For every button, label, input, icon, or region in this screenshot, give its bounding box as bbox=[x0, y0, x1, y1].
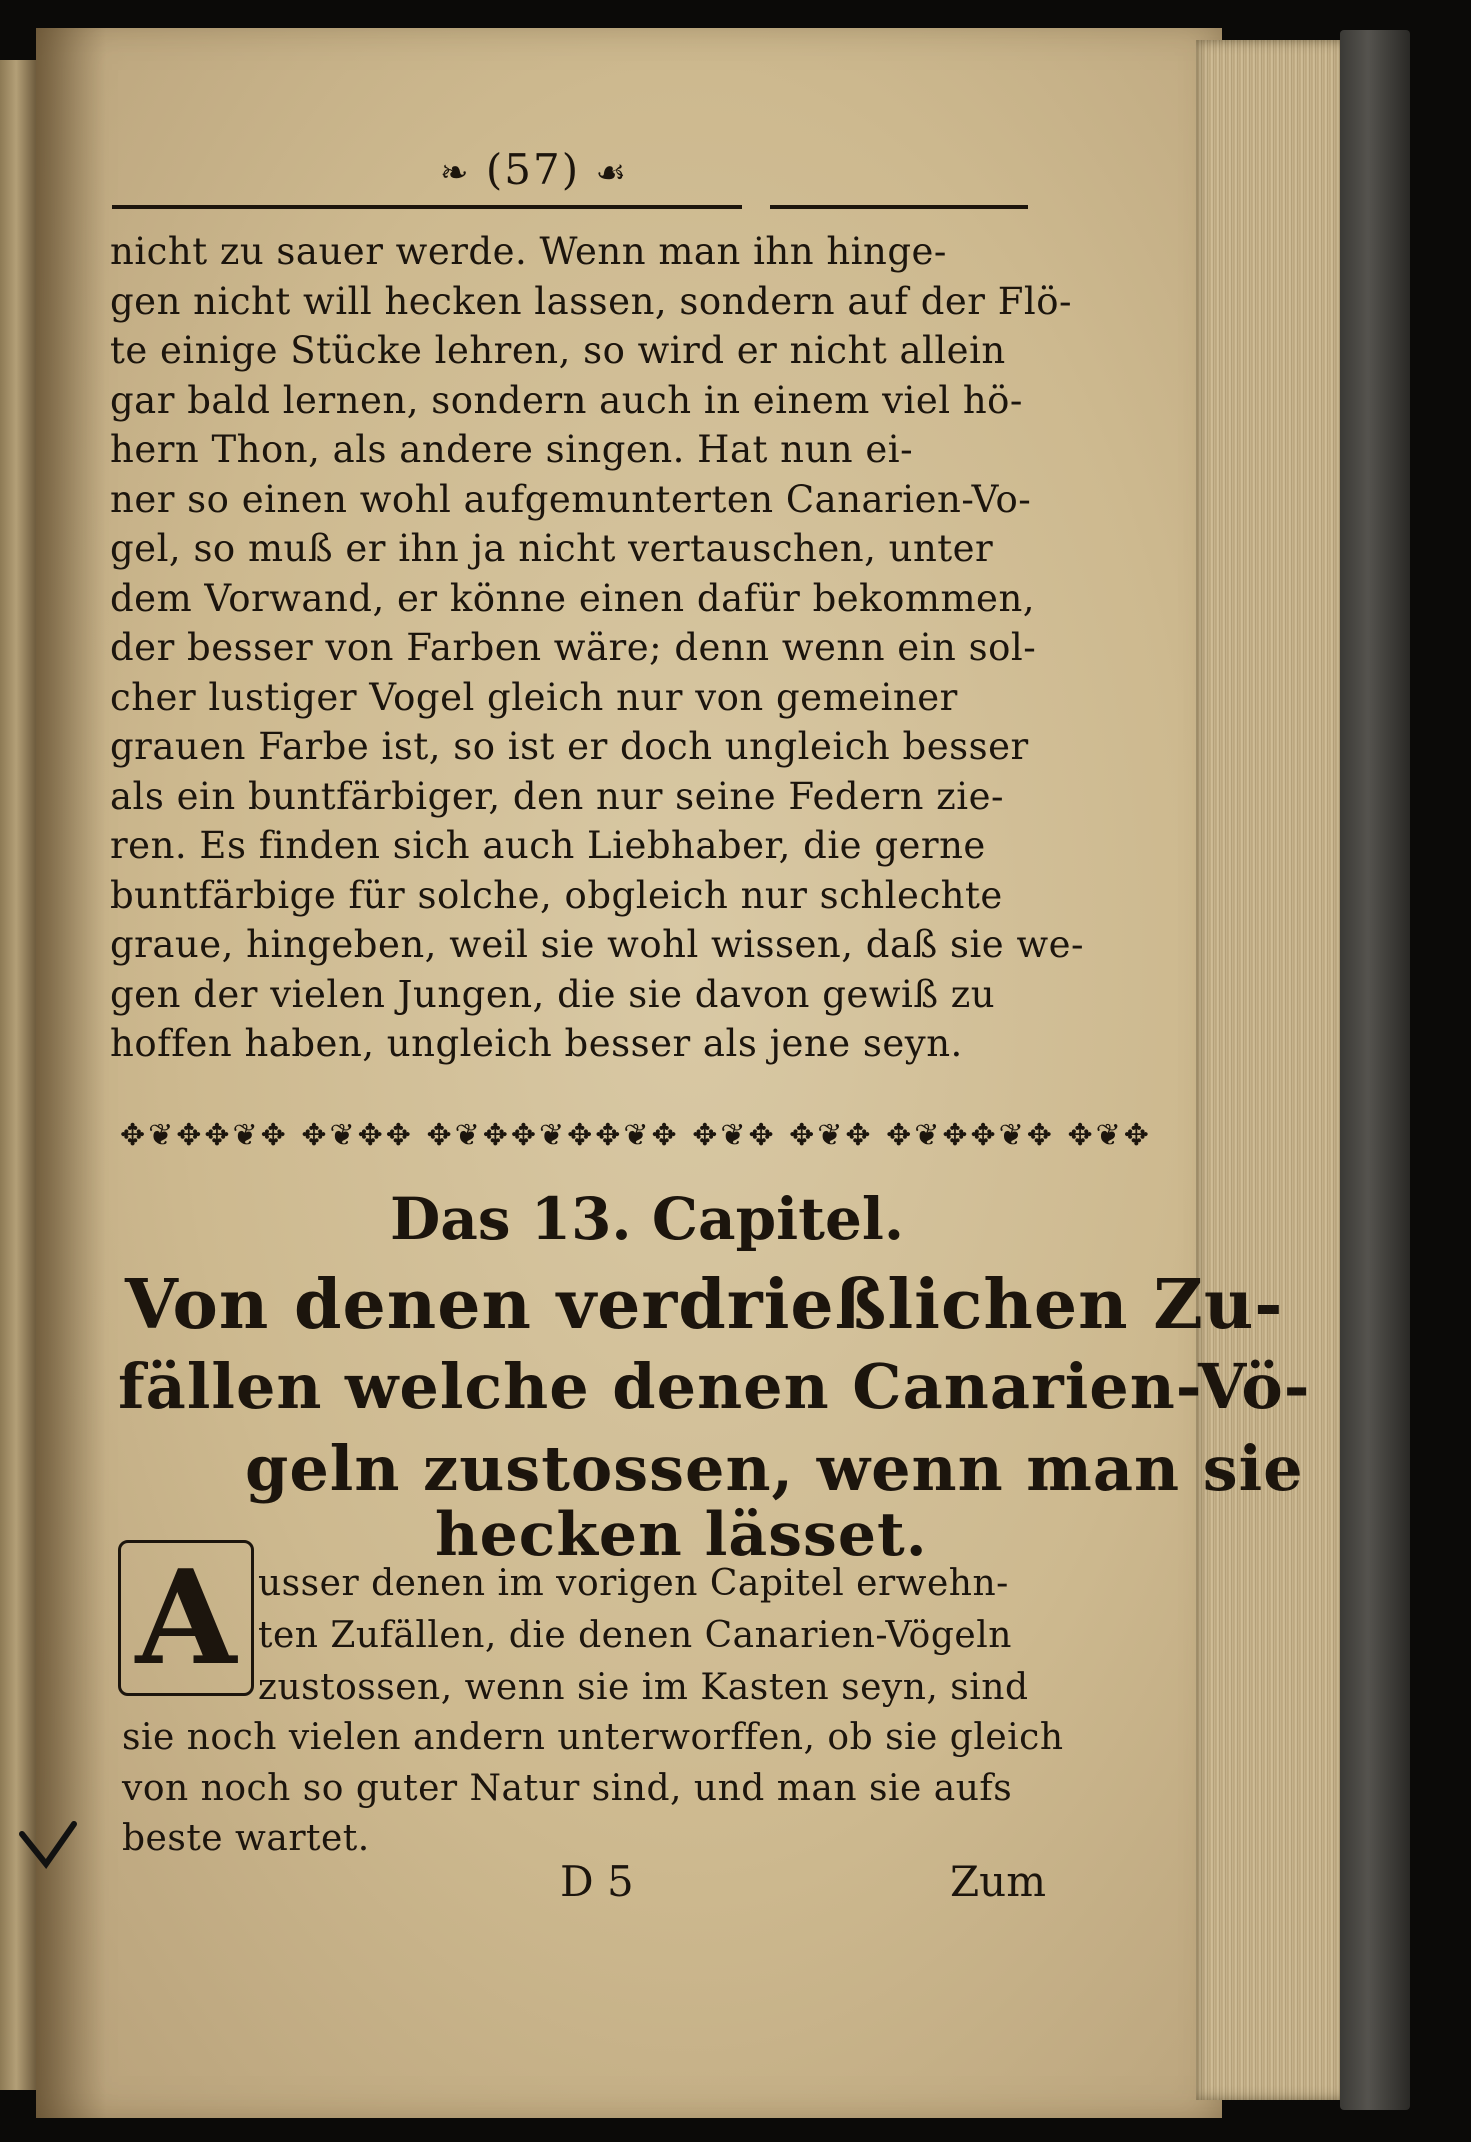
body-line: usser denen im vorigen Capitel erwehn- bbox=[258, 1563, 1009, 1604]
heading-line: Von denen verdrießlichen Zu- bbox=[125, 1265, 1284, 1345]
body-line: gen der vielen Jungen, die sie davon gewiß zu bbox=[110, 972, 996, 1016]
body-line: ten Zufällen, die denen Canarien-Vögeln bbox=[258, 1615, 1012, 1656]
drop-cap: A bbox=[118, 1540, 254, 1696]
body-line: grauen Farbe ist, so ist er doch ungleich besser bbox=[110, 725, 1029, 768]
body-line: hern Thon, als andere singen. Hat nun ei- bbox=[110, 428, 914, 471]
body-line: von noch so guter Natur sind, und man sie aufs bbox=[122, 1768, 1013, 1809]
heading-line: hecken lässet. bbox=[435, 1500, 928, 1570]
catchword: Zum bbox=[950, 1857, 1047, 1906]
body-line: sie noch vielen andern unterworffen, ob sie gleich bbox=[122, 1717, 1064, 1758]
body-line: nicht zu sauer werde. Wenn man ihn hinge- bbox=[110, 230, 947, 273]
body-line: te einige Stücke lehren, so wird er nicht allein bbox=[110, 329, 1006, 372]
heading-line: geln zustossen, wenn man sie bbox=[245, 1432, 1304, 1505]
book-cover-edge bbox=[1340, 30, 1410, 2110]
body-line: gar bald lernen, sondern auch in einem viel hö- bbox=[110, 378, 1023, 422]
body-line: graue, hingeben, weil sie wohl wissen, daß sie we- bbox=[110, 923, 1085, 966]
ornament-divider: ✥❦✥✥❦✥ ✥❦✥✥ ✥❦✥✥❦✥✥❦✥ ✥❦✥ ✥❦✥ ✥❦✥✥❦✥ ✥❦✥ bbox=[120, 1118, 1152, 1153]
body-line: gen nicht will hecken lassen, sondern auf der Flö- bbox=[110, 279, 1073, 323]
left-page-edge bbox=[0, 60, 36, 2090]
page-block-edges bbox=[1196, 40, 1346, 2100]
body-line: buntfärbige für solche, obgleich nur schlechte bbox=[110, 873, 1003, 917]
heading-line: fällen welche denen Canarien-Vö- bbox=[118, 1350, 1311, 1423]
body-line: dem Vorwand, er könne einen dafür bekommen, bbox=[110, 576, 1036, 620]
pen-mark bbox=[18, 1820, 78, 1880]
header-left-ornament: ❧ bbox=[440, 153, 471, 193]
body-line: der besser von Farben wäre; denn wenn ein sol- bbox=[110, 626, 1037, 669]
chapter-title: Das 13. Capitel. bbox=[390, 1185, 905, 1253]
body-line: als ein buntfärbiger, den nur seine Federn zie- bbox=[110, 774, 1004, 818]
header-right-ornament: ☙ bbox=[595, 153, 628, 193]
body-line: cher lustiger Vogel gleich nur von gemeiner bbox=[110, 675, 958, 719]
body-line: beste wartet. bbox=[122, 1818, 370, 1859]
header-rule-right bbox=[770, 205, 1028, 209]
page-header bbox=[440, 145, 628, 194]
body-line: zustossen, wenn sie im Kasten seyn, sind bbox=[258, 1667, 1029, 1708]
body-line: ner so einen wohl aufgemunterten Canarien-Vo- bbox=[110, 477, 1032, 521]
page-number: (57) bbox=[485, 145, 581, 194]
page-gutter bbox=[36, 28, 106, 2118]
signature-mark: D 5 bbox=[560, 1857, 634, 1906]
body-line: ren. Es finden sich auch Liebhaber, die gerne bbox=[110, 824, 986, 867]
body-line: hoffen haben, ungleich besser als jene seyn. bbox=[110, 1022, 963, 1065]
body-line: gel, so muß er ihn ja nicht vertauschen, unter bbox=[110, 527, 994, 570]
header-rule-left bbox=[112, 205, 742, 209]
